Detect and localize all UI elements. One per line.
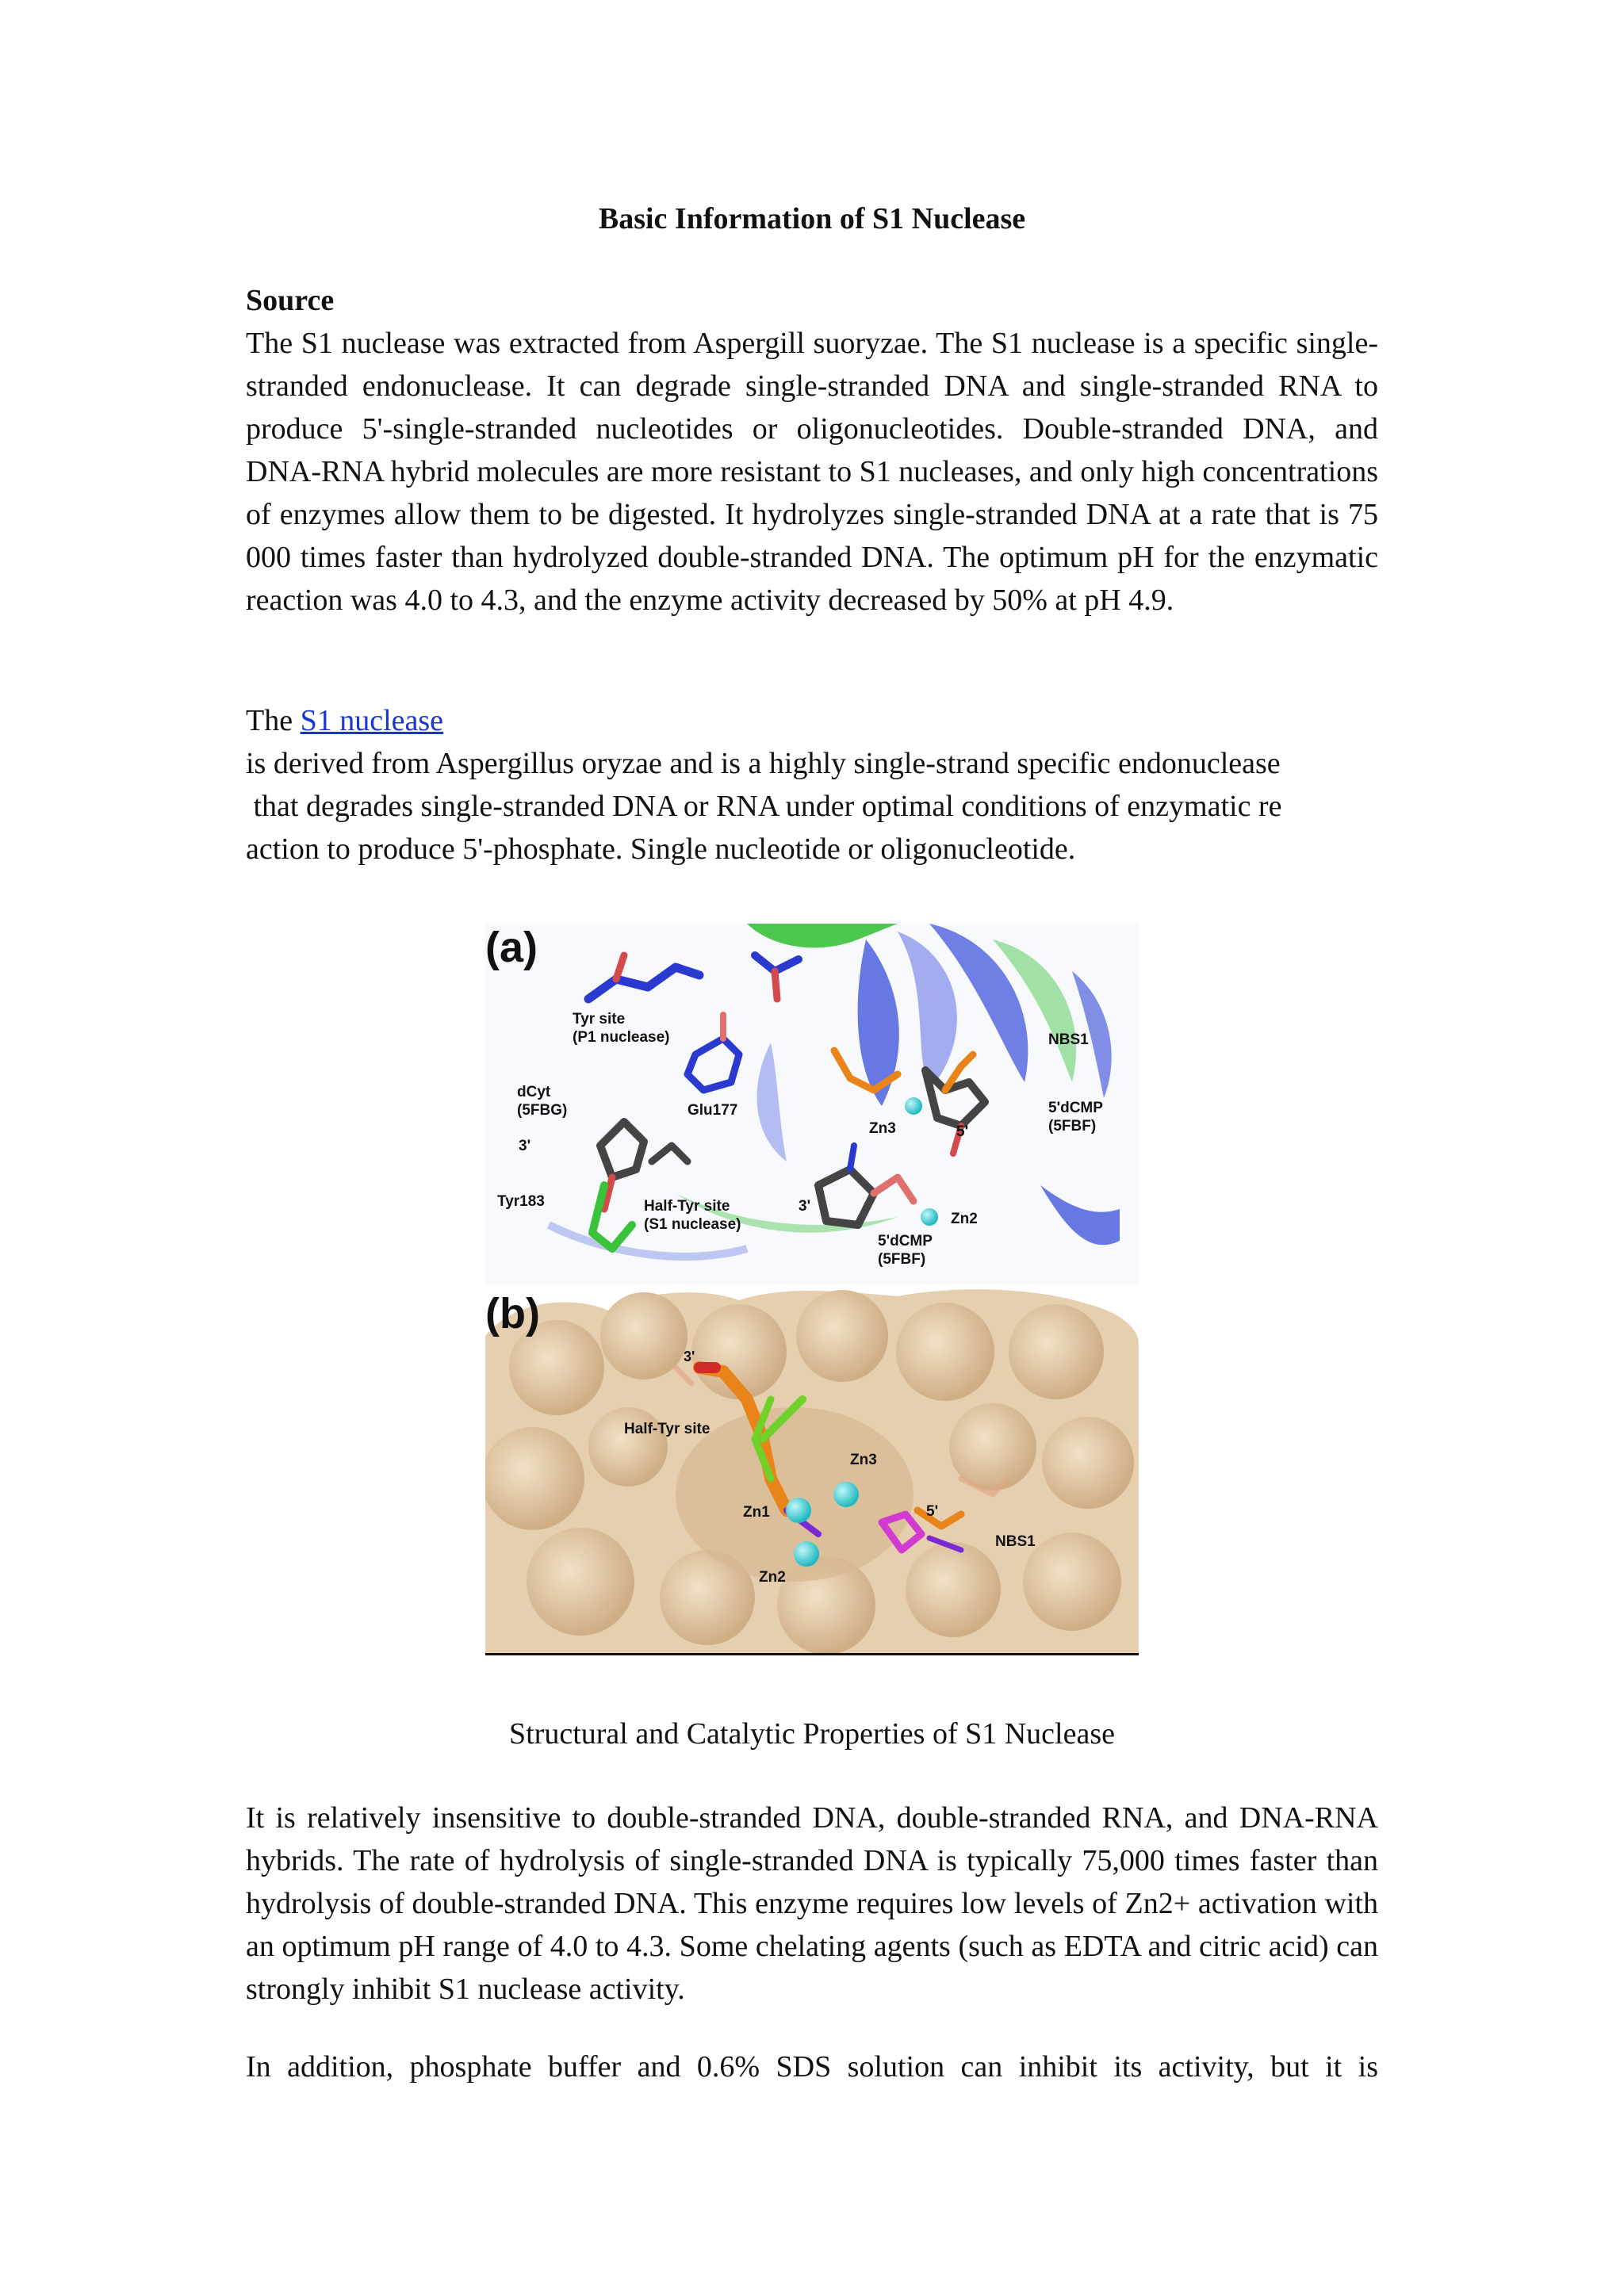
label-dcyt-5fbg: (5FBG) bbox=[517, 1102, 568, 1119]
panel-b-label: (b) bbox=[485, 1290, 540, 1337]
paragraph-s1-prefix: The bbox=[246, 704, 301, 737]
label-nbs1-b: NBS1 bbox=[995, 1533, 1036, 1550]
figure-rule bbox=[485, 1653, 1139, 1655]
label-three-prime-left: 3' bbox=[519, 1138, 531, 1154]
zinc-ion bbox=[786, 1498, 811, 1523]
label-dcmp-bottom-5fbf: (5FBF) bbox=[878, 1251, 926, 1268]
label-half-tyr-b: Half-Tyr site bbox=[624, 1421, 710, 1437]
zinc-ion bbox=[905, 1097, 922, 1115]
label-nbs1-a: NBS1 bbox=[1048, 1031, 1089, 1048]
s1-nuclease-link[interactable]: S1 nuclease bbox=[300, 704, 444, 737]
label-dcmp-bottom: 5'dCMP bbox=[878, 1233, 933, 1249]
paragraph-insensitive: It is relatively insensitive to double-stranded DNA, double-stranded RNA, and DNA-RNA hybrids. The rate of hydrolysis of single-stranded DNA is typically 75,000 times faster than hydrolysis of double-stranded DNA. This enzyme requires low levels of Zn2+ activation with an optimum pH range of 4.0 to 4.3. Some chelating agents (such as EDTA and citric acid) can strongly inhibit S1 nuclease activity. bbox=[246, 1801, 1378, 2006]
structure-figure bbox=[485, 924, 1139, 1653]
paragraph-s1-intro bbox=[246, 699, 1378, 871]
page-title: Basic Information of S1 Nuclease bbox=[598, 202, 1026, 235]
paragraph-s1-line-0 bbox=[246, 699, 1378, 742]
label-zn2-b: Zn2 bbox=[759, 1569, 786, 1586]
label-glu177: Glu177 bbox=[688, 1102, 738, 1119]
paragraph-source: The S1 nuclease was extracted from Aspergill suoryzae. The S1 nuclease is a specific single-stranded endonuclease. It can degrade single-stranded DNA and single-stranded RNA to produce 5'-single-stranded nucleotides or oligonucleotides. Double-stranded DNA, and DNA-RNA hybrid molecules are more resistant to S1 nucleases, and only high concentrations of enzymes allow them to be digested. It hydrolyzes single-stranded DNA at a rate that is 75 000 times faster than hydrolyzed double-stranded DNA. The optimum pH for the enzymatic reaction was 4.0 to 4.3, and the enzyme activity decreased by 50% at pH 4.9. bbox=[246, 327, 1378, 617]
source-heading: Source bbox=[246, 284, 335, 317]
label-tyr-site: Tyr site bbox=[573, 1011, 626, 1027]
label-three-prime-mid: 3' bbox=[799, 1198, 811, 1215]
paragraph-s1-line-3: action to produce 5'-phosphate. Single nucleotide or oligonucleotide. bbox=[246, 832, 1076, 866]
zinc-ion bbox=[921, 1208, 938, 1226]
structure-figure-svg bbox=[485, 924, 1139, 1653]
label-zn1-b: Zn1 bbox=[743, 1504, 770, 1521]
panel-a-label: (a) bbox=[485, 924, 538, 971]
label-three-prime-b: 3' bbox=[684, 1349, 695, 1364]
label-tyr183: Tyr183 bbox=[497, 1193, 545, 1210]
label-five-prime-a: 5' bbox=[956, 1123, 969, 1140]
label-dcyt: dCyt bbox=[517, 1084, 551, 1100]
label-dcmp-right-5fbf: (5FBF) bbox=[1048, 1118, 1097, 1135]
label-half-tyr-a: Half-Tyr site bbox=[644, 1198, 730, 1215]
paragraph-s1-line-1: is derived from Aspergillus oryzae and is a highly single-strand specific endonuclease bbox=[246, 747, 1281, 780]
label-tyr-site-p1: (P1 nuclease) bbox=[573, 1029, 670, 1046]
zinc-ion bbox=[794, 1541, 819, 1567]
zinc-ion bbox=[833, 1482, 859, 1507]
label-zn2-a: Zn2 bbox=[951, 1211, 978, 1227]
label-half-tyr-s1: (S1 nuclease) bbox=[644, 1216, 741, 1233]
figure-caption: Structural and Catalytic Properties of S1 Nuclease bbox=[508, 1717, 1115, 1751]
label-five-prime-b: 5' bbox=[926, 1503, 939, 1520]
panel-b-surface bbox=[485, 1284, 1139, 1653]
paragraph-inhibition: In addition, phosphate buffer and 0.6% SDS solution can inhibit its activity, but it is bbox=[246, 2050, 1378, 2084]
label-zn3-b: Zn3 bbox=[850, 1452, 877, 1468]
paragraph-s1-line-2: that degrades single-stranded DNA or RNA under optimal conditions of enzymatic re bbox=[246, 790, 1282, 823]
label-dcmp-right: 5'dCMP bbox=[1048, 1100, 1103, 1116]
label-zn3-a: Zn3 bbox=[869, 1120, 896, 1137]
